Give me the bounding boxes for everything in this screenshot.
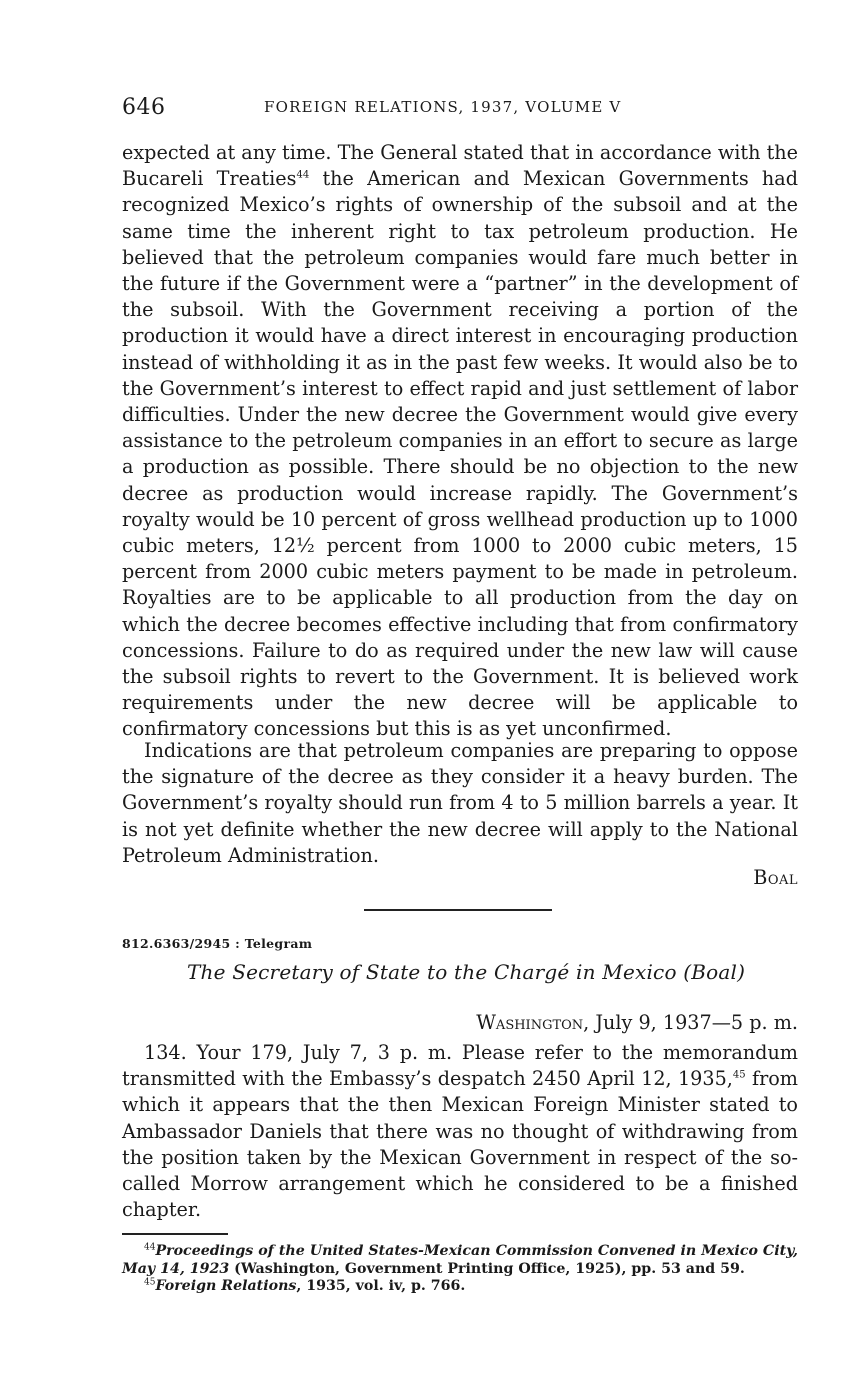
footnote-mark: 44 (144, 1242, 156, 1253)
paragraph-text: 134. Your 179, July 7, 3 p. m. Please refer to the memorandum transmitted with the Embassy’s despatch 2450 April 12, 1935, (122, 1041, 798, 1091)
dateline (476, 1011, 798, 1034)
footnote-reference-44: 44 (296, 169, 310, 181)
running-header (122, 95, 798, 123)
page-number: 646 (122, 95, 166, 120)
dateline-place: Washington (476, 1011, 584, 1034)
document-heading: The Secretary of State to the Chargé in Mexico (Boal) (187, 960, 746, 984)
footnote-title: Proceedings of the United States-Mexican Commission Convened in Mexico City, May 14, 1923 (122, 1243, 798, 1277)
paragraph-text: the American and Mexican Governments had recognized Mexico’s rights of ownership of the subsoil and at the same time the inherent right to tax petroleum production. He believed that the petroleum companies would fare much better in the future if the Government were a “partner” in the development of the subsoil. With the Government receiving a portion of the production it would have a direct interest in encouraging production instead of withholding it as in the past few weeks. It would also be to the Government’s interest to effect rapid and just settlement of labor difficulties. Under the new decree the Government would give every assistance to the petroleum companies in an effort to secure as large a production as possible. There should be no objection to the new decree as production would increase rapidly. The Government’s royalty would be 10 percent of gross wellhead production up to 1000 cubic meters, 12½ percent from 1000 to 2000 cubic meters, 15 percent from 2000 cubic meters payment to be made in petroleum. Royalties are to be applicable to all production from the day on which the decree becomes effective including that from confirmatory concessions. Failure to do as required under the new law will cause the subsoil rights to revert to the Government. It is believed work requirements under the new decree will be applicable to confirmatory concessions but this is as yet unconfirmed. (122, 167, 798, 741)
running-title: FOREIGN RELATIONS, 1937, VOLUME V (264, 98, 622, 116)
telegram-body (122, 1040, 798, 1223)
body-paragraph-2: Indications are that petroleum companies are preparing to oppose the signature of the decree as they consider it a heavy burden. The Government’s royalty should run from 4 to 5 million barrels a year. It is not yet definite whether the new decree will apply to the National Petroleum Administration. (122, 739, 798, 867)
footnote-45 (122, 1278, 798, 1296)
paragraph-text: expected at any time. The General stated that in accordance with the Bucareli Treaties (122, 141, 798, 191)
footnote-citation: , 1935, vol. iv, p. 766. (296, 1278, 466, 1294)
footnote-citation: (Washington, Government Printing Office, 1925), pp. 53 and 59. (229, 1260, 745, 1277)
footnote-title: Foreign Relations (155, 1278, 297, 1294)
footnote-reference-45: 45 (732, 1069, 746, 1081)
file-reference: 812.6363/2945 : Telegram (122, 936, 313, 951)
footnote-44 (122, 1243, 798, 1278)
footnote-mark: 45 (144, 1277, 156, 1288)
section-divider (364, 909, 552, 911)
dateline-date: , July 9, 1937—5 p. m. (583, 1011, 798, 1034)
paragraph-text: from which it appears that the then Mexican Foreign Minister stated to Ambassador Daniels that there was no thought of withdrawing from the position taken by the Mexican Government in respect of the so-called Morrow arrangement which he considered to be a finished chapter. (122, 1067, 798, 1222)
footnote-rule (122, 1233, 228, 1235)
footnotes (122, 1243, 798, 1296)
body-paragraph-1 (122, 140, 798, 743)
heading-name: Boal (691, 960, 738, 984)
signature: Boal (753, 866, 798, 889)
